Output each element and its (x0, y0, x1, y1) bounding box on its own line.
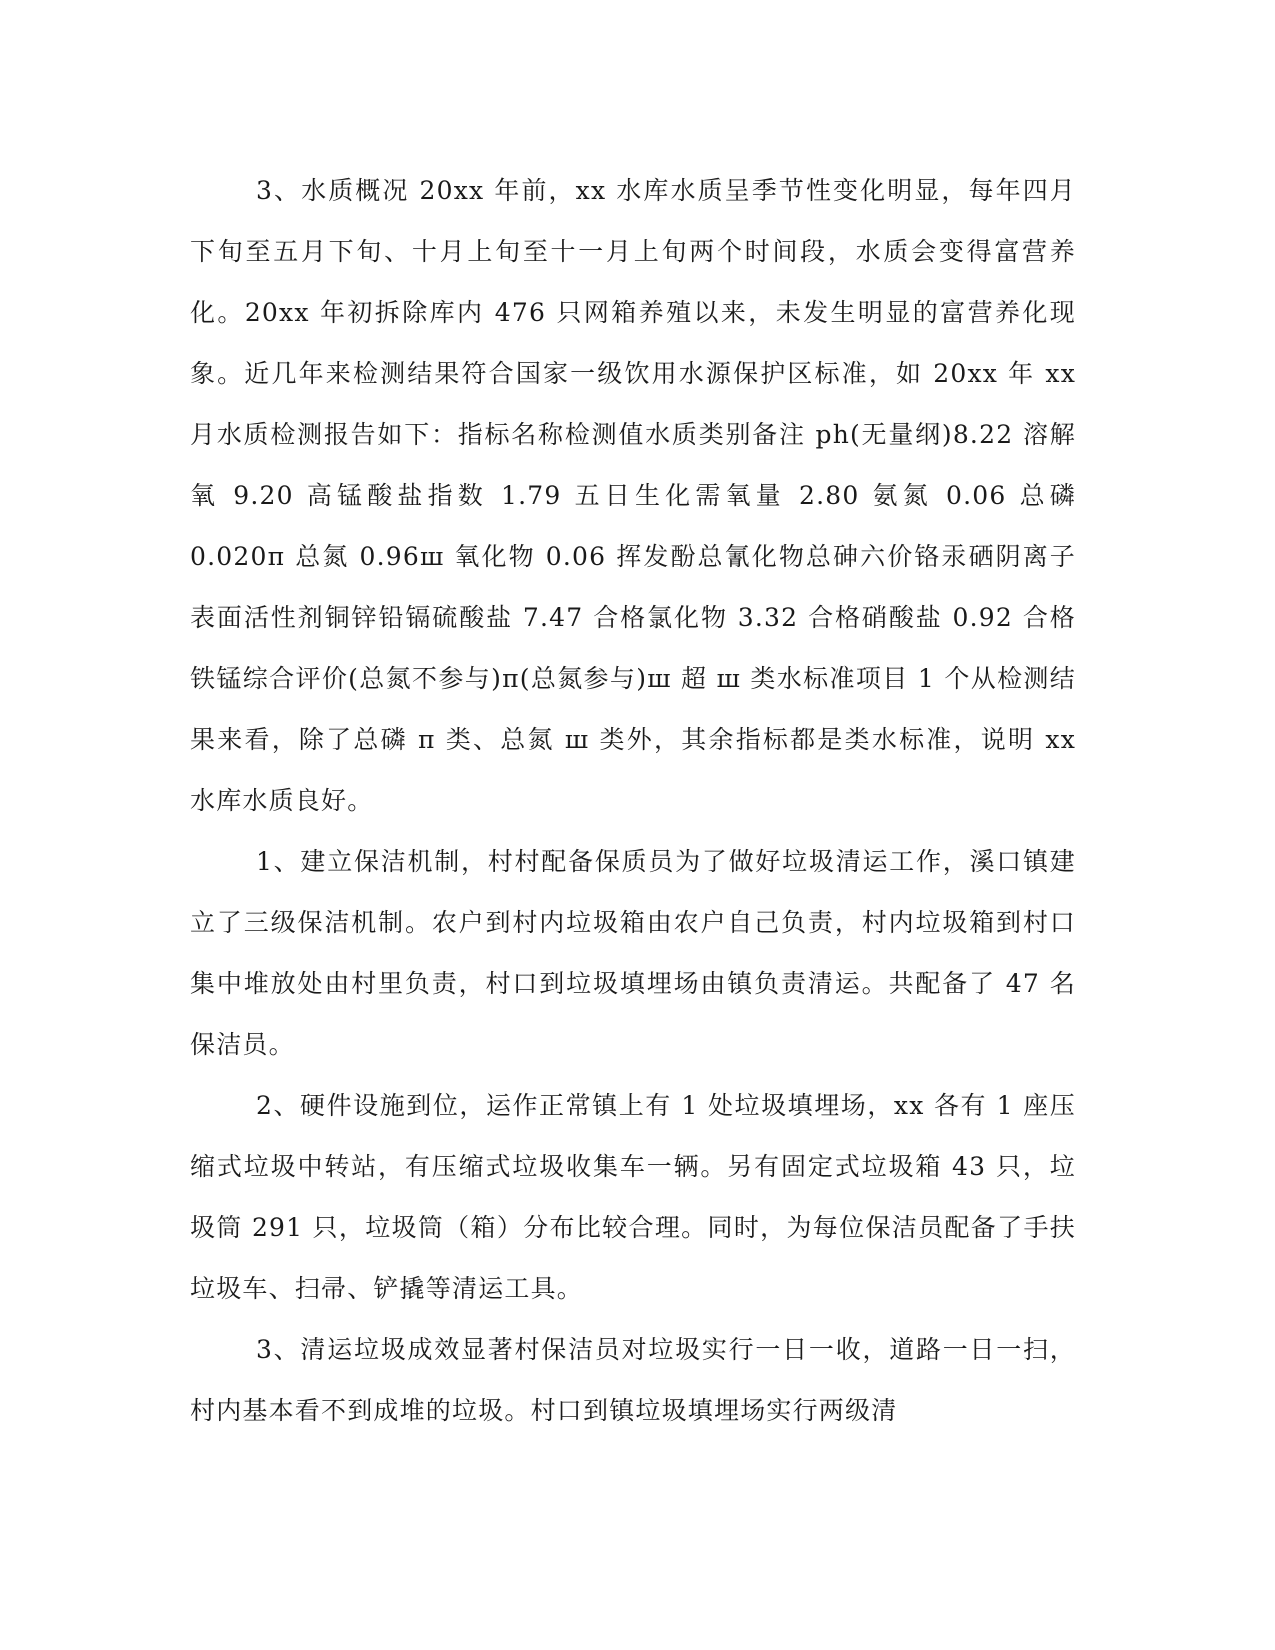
paragraph-cleaning-mechanism: 1、建立保洁机制，村村配备保质员为了做好垃圾清运工作，溪口镇建立了三级保洁机制。农户到村内垃圾箱由农户自己负责，村内垃圾箱到村口集中堆放处由村里负责，村口到垃圾填埋场由镇负责清运。共配备了 47 名保洁员。 (190, 847, 1076, 1059)
document-body (190, 160, 1076, 1441)
paragraph-water-quality: 3、水质概况 20xx 年前，xx 水库水质呈季节性变化明显，每年四月下旬至五月下旬、十月上旬至十一月上旬两个时间段，水质会变得富营养化。20xx 年初拆除库内 476 只网箱养殖以来，未发生明显的富营养化现象。近几年来检测结果符合国家一级饮用水源保护区标准，如 20xx 年 xx 月水质检测报告如下：指标名称检测值水质类别备注 ph(无量纲)8.22 溶解氧 9.20 高锰酸盐指数 1.79 五日生化需氧量 2.80 氨氮 0.06 总磷 0.020π 总氮 0.96ш 氧化物 0.06 挥发酚总氰化物总砷六价铬汞硒阴离子表面活性剂铜锌铅镉硫酸盐 7.47 合格氯化物 3.32 合格硝酸盐 0.92 合格铁锰综合评价(总氮不参与)π(总氮参与)ш 超 ш 类水标准项目 1 个从检测结果来看，除了总磷 π 类、总氮 ш 类外，其余指标都是类水标准，说明 xx 水库水质良好。 (190, 176, 1076, 815)
paragraph-cleaning-results: 3、清运垃圾成效显著村保洁员对垃圾实行一日一收，道路一日一扫，村内基本看不到成堆的垃圾。村口到镇垃圾填埋场实行两级清 (190, 1335, 1076, 1425)
paragraph-hardware-facilities: 2、硬件设施到位，运作正常镇上有 1 处垃圾填埋场，xx 各有 1 座压缩式垃圾中转站，有压缩式垃圾收集车一辆。另有固定式垃圾箱 43 只，垃圾筒 291 只，垃圾筒（箱）分布比较合理。同时，为每位保洁员配备了手扶垃圾车、扫帚、铲撬等清运工具。 (190, 1091, 1076, 1303)
